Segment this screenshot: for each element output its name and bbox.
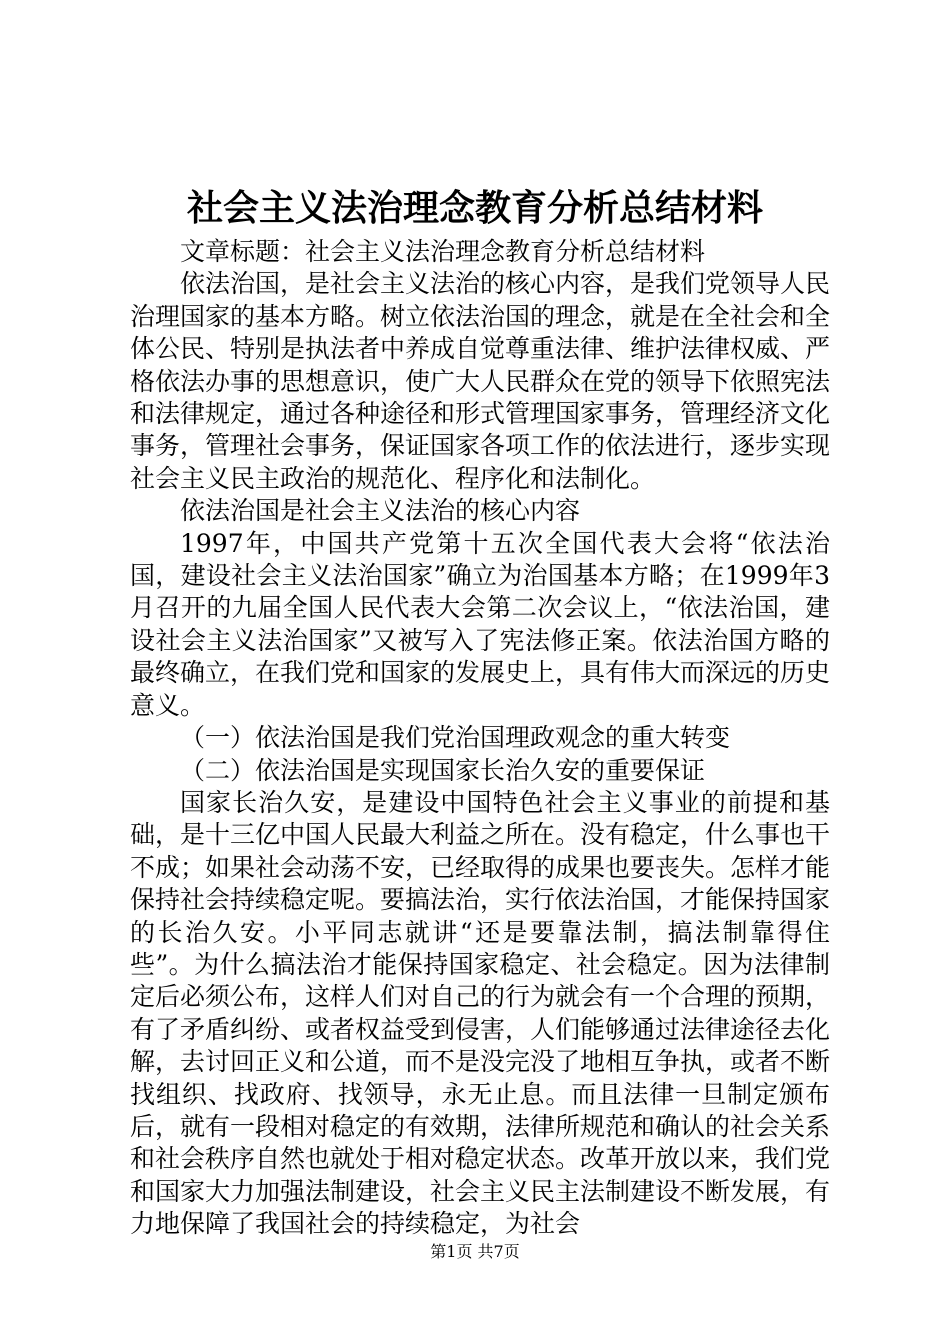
- paragraph-stability: 国家长治久安，是建设中国特色社会主义事业的前提和基础，是十三亿中国人民最大利益之所在。没有稳定，什么事也干不成；如果社会动荡不安，已经取得的成果也要丧失。怎样才能保持社会持续稳定呢。要搞法治，实行依法治国，才能保持国家的长治久安。小平同志就讲“还是要靠法制，搞法制靠得住些”。为什么搞法治才能保持国家稳定、社会稳定。因为法律制定后必须公布，这样人们对自己的行为就会有一个合理的预期，有了矛盾纠纷、或者权益受到侵害，人们能够通过法律途径去化解，去讨回正义和公道，而不是没完没了地相互争执，或者不断找组织、找政府、找领导，永无止息。而且法律一旦制定颁布后，就有一段相对稳定的有效期，法律所规范和确认的社会关系和社会秩序自然也就处于相对稳定状态。改革开放以来，我们党和国家大力加强法制建设，社会主义民主法制建设不断发展，有力地保障了我国社会的持续稳定，为社会: [130, 787, 831, 1239]
- subheading-two: （二）依法治国是实现国家长治久安的重要保证: [180, 755, 706, 785]
- subheading-one: （一）依法治国是我们党治国理政观念的重大转变: [180, 723, 731, 753]
- document-body: [130, 236, 830, 1241]
- document-title: 社会主义法治理念教育分析总结材料: [186, 187, 763, 229]
- page-number-footer: 第1页 共7页: [430, 1242, 520, 1261]
- paragraph-history: 1997年，中国共产党第十五次全国代表大会将“依法治国，建设社会主义法治国家”确立为治国基本方略；在1999年3月召开的九届全国人民代表大会第二次会议上，“依法治国，建设社会主义法治国家”又被写入了宪法修正案。依法治国方略的最终确立，在我们党和国家的发展史上，具有伟大而深远的历史意义。: [130, 528, 831, 720]
- paragraph-intro: 依法治国，是社会主义法治的核心内容，是我们党领导人民治理国家的基本方略。树立依法治国的理念，就是在全社会和全体公民、特别是执法者中养成自觉尊重法律、维护法律权威、严格依法办事的思想意识，使广大人民群众在党的领导下依照宪法和法律规定，通过各种途径和形式管理国家事务，管理经济文化事务，管理社会事务，保证国家各项工作的依法进行，逐步实现社会主义民主政治的规范化、程序化和法制化。: [130, 269, 831, 493]
- paragraph-article-title: 文章标题：社会主义法治理念教育分析总结材料: [180, 237, 706, 266]
- section-heading: 依法治国是社会主义法治的核心内容: [180, 496, 581, 526]
